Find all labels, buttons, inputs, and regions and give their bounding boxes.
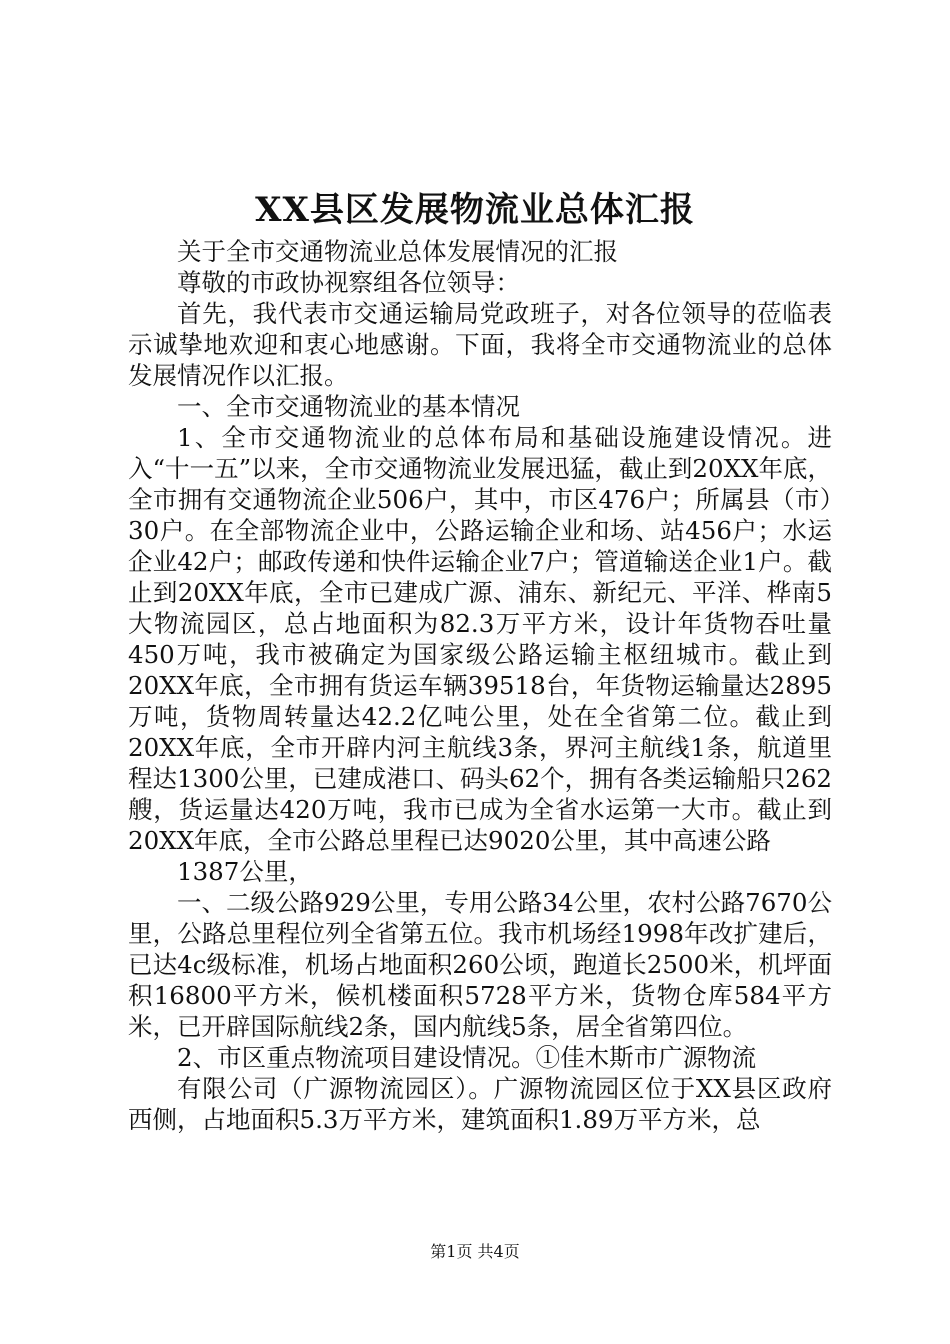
page-number-footer: 第1页 共4页 <box>430 1242 520 1261</box>
document-title: XX县区发展物流业总体汇报 <box>255 190 695 230</box>
paragraph-key-projects: 2、市区重点物流项目建设情况。①佳木斯市广源物流 <box>177 1043 757 1072</box>
section-heading-basic-situation: 一、全市交通物流业的基本情况 <box>177 392 520 421</box>
paragraph-subtitle: 关于全市交通物流业总体发展情况的汇报 <box>177 237 618 266</box>
paragraph-layout-infrastructure: 1、全市交通物流业的总体布局和基础设施建设情况。进入“十一五”以来，全市交通物流业发展迅猛，截止到20XX年底，全市拥有交通物流企业506户，其中，市区476户；所属县（市）30户。在全部物流企业中，公路运输企业和场、站456户；水运企业42户；邮政传递和快件运输企业7户；管道输送企业1户。截止到20XX年底，全市已建成广源、浦东、新纪元、平洋、桦南5大物流园区，总占地面积为82.3万平方米，设计年货物吞吐量450万吨，我市被确定为国家级公路运输主枢纽城市。截止到20XX年底，全市拥有货运车辆39518台，年货物运输量达2895万吨，货物周转量达42.2亿吨公里，处在全省第二位。截止到20XX年底，全市开辟内河主航线3条，界河主航线1条，航道里程达1300公里，已建成港口、码头62个，拥有各类运输船只262艘，货运量达420万吨，我市已成为全省水运第一大市。截止到20XX年底，全市公路总里程已达9020公里，其中高速公路 <box>128 423 832 855</box>
paragraph-opening: 首先，我代表市交通运输局党政班子，对各位领导的莅临表示诚挚地欢迎和衷心地感谢。下面，我将全市交通物流业的总体发展情况作以汇报。 <box>128 299 832 390</box>
paragraph-salutation: 尊敬的市政协视察组各位领导： <box>177 268 520 297</box>
paragraph-roads-airport: 一、二级公路929公里，专用公路34公里，农村公路7670公里，公路总里程位列全省第五位。我市机场经1998年改扩建后，已达4c级标准，机场占地面积260公顷，跑道长2500米，机坪面积16800平方米，候机楼面积5728平方米，货物仓库584平方米，已开辟国际航线2条，国内航线5条，居全省第四位。 <box>128 888 832 1041</box>
paragraph-highway-length: 1387公里， <box>177 857 313 886</box>
document-body <box>128 236 832 1135</box>
paragraph-guangyuan-park: 有限公司（广源物流园区）。广源物流园区位于XX县区政府西侧，占地面积5.3万平方米，建筑面积1.89万平方米，总 <box>128 1074 832 1134</box>
